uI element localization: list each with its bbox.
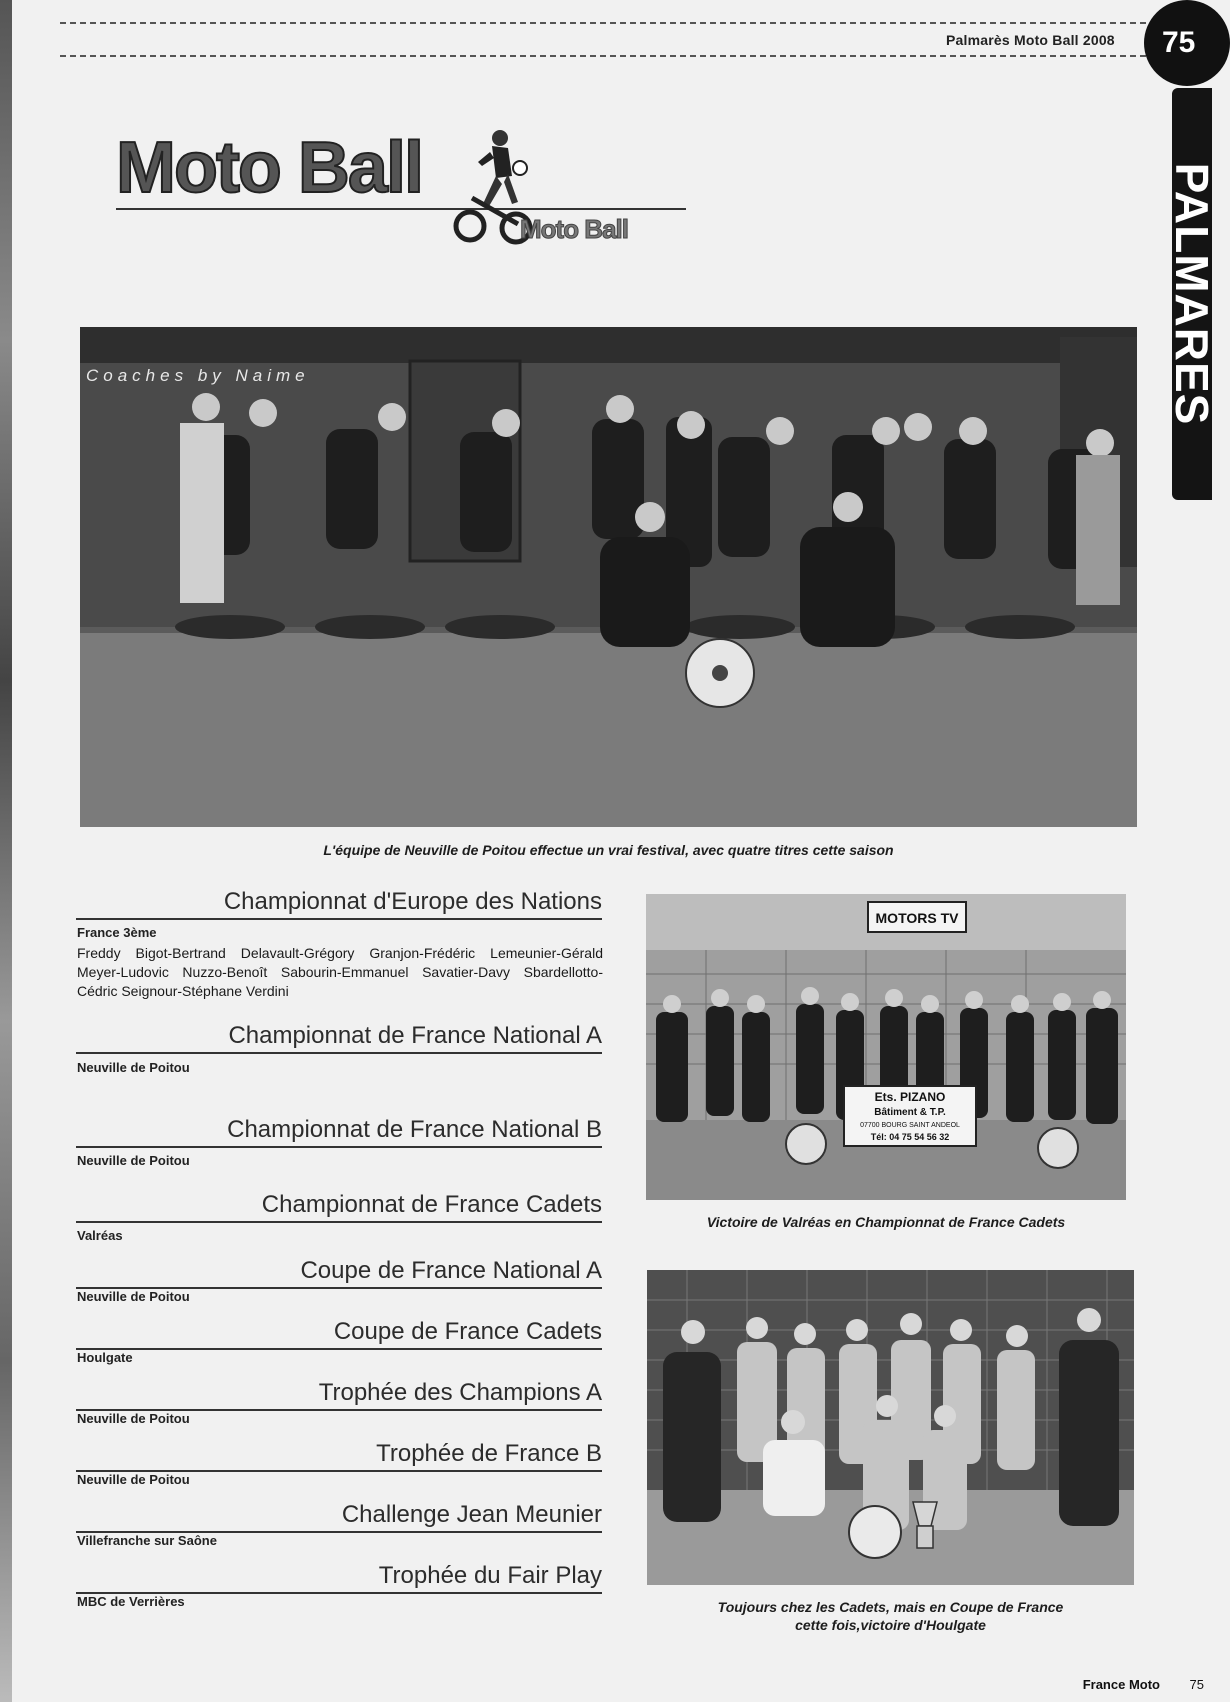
section-title-coupe-cadets: Coupe de France Cadets: [76, 1318, 602, 1350]
section-result-trophee-france-b: Neuville de Poitou: [77, 1472, 190, 1487]
section-result-challenge-jean-meunier: Villefranche sur Saône: [77, 1533, 217, 1548]
section-result-coupe-national-a: Neuville de Poitou: [77, 1289, 190, 1304]
section-title-france-cadets: Championnat de France Cadets: [76, 1191, 602, 1223]
section-roster-europe-nations: Freddy Bigot-Bertrand Delavault-Grégory Granjon-Frédéric Lemeunier-Gérald Meyer-Ludovic Nuzzo-Benoît Sabourin-Emmanuel Savatier-Davy Sbardellotto-Cédric Seignour-Stéphane Verdini: [77, 945, 603, 999]
section-title-fair-play: Trophée du Fair Play: [76, 1562, 602, 1594]
section-result-fair-play: MBC de Verrières: [77, 1594, 185, 1609]
team-photo-neuville: [80, 327, 1137, 827]
sponsor-sign-trade: Bâtiment & T.P.: [874, 1107, 946, 1118]
section-title-trophee-france-b: Trophée de France B: [76, 1440, 602, 1472]
section-title-france-national-b: Championnat de France National B: [76, 1116, 602, 1148]
brand-title: Moto Ball: [116, 128, 422, 208]
running-title: Palmarès Moto Ball 2008: [946, 32, 1115, 48]
page-edge-strip: [0, 0, 12, 1702]
main-photo-caption: L'équipe de Neuville de Poitou effectue un vrai festival, avec quatre titres cette saison: [323, 842, 894, 858]
header-rule-top: [60, 22, 1156, 24]
houlgate-caption-line-1: Toujours chez les Cadets, mais en Coupe de France: [717, 1599, 1064, 1615]
sponsor-sign-address: 07700 BOURG SAINT ANDEOL: [860, 1122, 960, 1129]
footer-page-number: 75: [1189, 1677, 1204, 1692]
side-tab-label: PALMARES: [1166, 162, 1218, 426]
section-side-tab: [1166, 88, 1218, 500]
sponsor-sign-name: Ets. PIZANO: [874, 1090, 946, 1104]
section-title-challenge-jean-meunier: Challenge Jean Meunier: [76, 1501, 602, 1533]
section-title-europe-nations: Championnat d'Europe des Nations: [76, 888, 602, 920]
sponsor-sign-phone: Tél: 04 75 54 56 32: [870, 1132, 950, 1142]
motors-tv-banner: MOTORS TV: [875, 910, 959, 926]
section-result-coupe-cadets: Houlgate: [77, 1350, 133, 1365]
brand-subtitle: Moto Ball: [520, 214, 628, 244]
bus-lettering: Coaches by Naime: [86, 366, 310, 385]
section-title-coupe-national-a: Coupe de France National A: [76, 1257, 602, 1289]
team-photo-houlgate: [647, 1270, 1134, 1585]
section-result-france-national-a: Neuville de Poitou: [77, 1060, 190, 1075]
section-title-france-national-a: Championnat de France National A: [76, 1022, 602, 1054]
brand-underline: [116, 208, 686, 210]
footer-magazine-name: France Moto: [1082, 1677, 1160, 1692]
header-rule-bottom: [60, 55, 1156, 57]
section-title-trophee-champions-a: Trophée des Champions A: [76, 1379, 602, 1411]
valreas-photo-caption: Victoire de Valréas en Championnat de France Cadets: [706, 1214, 1066, 1230]
page-number-badge: 75: [1144, 0, 1230, 86]
section-result-europe-nations: France 3ème: [77, 925, 157, 940]
section-result-trophee-champions-a: Neuville de Poitou: [77, 1411, 190, 1426]
section-result-france-national-b: Neuville de Poitou: [77, 1153, 190, 1168]
houlgate-caption-line-2: cette fois,victoire d'Houlgate: [795, 1617, 986, 1633]
houlgate-photo-caption: [647, 1598, 1134, 1634]
section-result-france-cadets: Valréas: [77, 1228, 123, 1243]
team-photo-valreas: [646, 894, 1126, 1200]
